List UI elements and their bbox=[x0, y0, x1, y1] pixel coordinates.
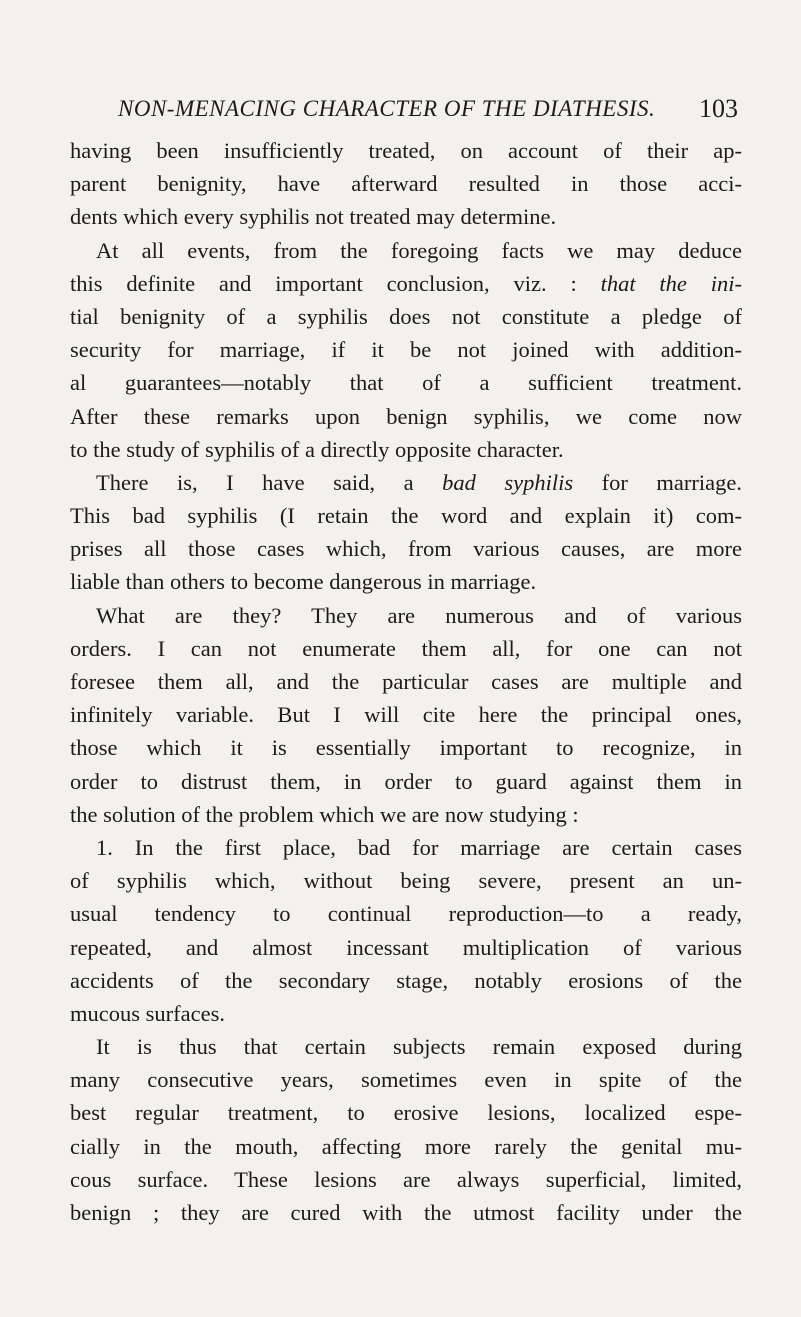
text-line: cially in the mouth, affecting more rarely the genital mu- bbox=[70, 1133, 742, 1159]
text-line: What are they? They are numerous and of various bbox=[96, 602, 742, 628]
text-line: accidents of the secondary stage, notably erosions of the bbox=[70, 967, 742, 993]
text-line: foresee them all, and the particular cases are multiple and bbox=[70, 669, 742, 694]
text-line: cous surface. These lesions are always superficial, limited, bbox=[70, 1166, 742, 1192]
text-line: repeated, and almost incessant multiplication of various bbox=[70, 934, 742, 960]
page-header bbox=[118, 96, 738, 136]
text-line: At all events, from the foregoing facts we may deduce bbox=[96, 237, 742, 263]
text-span: for marriage. bbox=[573, 469, 742, 495]
text-line bbox=[70, 466, 742, 499]
running-head: NON-MENACING CHARACTER OF THE DIATHESIS. bbox=[118, 96, 656, 121]
text-line: benign ; they are cured with the utmost facility under the bbox=[70, 1200, 742, 1225]
text-line: having been insufficiently treated, on account of their ap- bbox=[70, 138, 742, 163]
text-line bbox=[70, 267, 742, 300]
page-number: 103 bbox=[699, 94, 738, 123]
text-line: the solution of the problem which we are now studying : bbox=[70, 801, 579, 827]
italic-text-line: security for marriage, if it be not joined with addition- bbox=[70, 337, 742, 363]
text-line: This bad syphilis (I retain the word and explain it) com- bbox=[70, 503, 742, 529]
body-text bbox=[70, 134, 742, 1229]
text-line: 1. In the first place, bad for marriage are certain cases bbox=[96, 834, 742, 860]
text-line: best regular treatment, to erosive lesions, localized espe- bbox=[70, 1100, 742, 1126]
text-line: mucous surfaces. bbox=[70, 1000, 225, 1026]
italic-text-span: that the ini- bbox=[600, 270, 742, 296]
text-line: infinitely variable. But I will cite here the principal ones, bbox=[70, 702, 742, 728]
text-line: to the study of syphilis of a directly opposite character. bbox=[70, 436, 564, 462]
text-span: There is, I have said, a bbox=[96, 469, 443, 495]
text-line: order to distrust them, in order to guard against them in bbox=[70, 768, 742, 794]
italic-text-span: bad syphilis bbox=[442, 469, 574, 495]
text-line: It is thus that certain subjects remain exposed during bbox=[96, 1034, 742, 1060]
text-line: dents which every syphilis not treated may determine. bbox=[70, 204, 557, 230]
text-line: many consecutive years, sometimes even in spite of the bbox=[70, 1067, 742, 1093]
italic-text-line: al guarantees—notably that of a sufficient treatment. bbox=[70, 370, 742, 396]
italic-text-line: tial benignity of a syphilis does not constitute a pledge of bbox=[70, 303, 742, 329]
text-line: usual tendency to continual reproduction—to a ready, bbox=[70, 901, 742, 927]
text-line: liable than others to become dangerous in marriage. bbox=[70, 569, 537, 595]
text-line: those which it is essentially important to recognize, in bbox=[70, 735, 742, 761]
text-line: prises all those cases which, from various causes, are more bbox=[70, 536, 742, 562]
text-line: of syphilis which, without being severe, present an un- bbox=[70, 868, 742, 894]
text-line: orders. I can not enumerate them all, for one can not bbox=[70, 635, 742, 661]
text-span: this definite and important conclusion, viz. : bbox=[70, 270, 601, 296]
text-line: parent benignity, have afterward resulted in those acci- bbox=[70, 171, 742, 197]
text-line: After these remarks upon benign syphilis, we come now bbox=[70, 403, 742, 429]
